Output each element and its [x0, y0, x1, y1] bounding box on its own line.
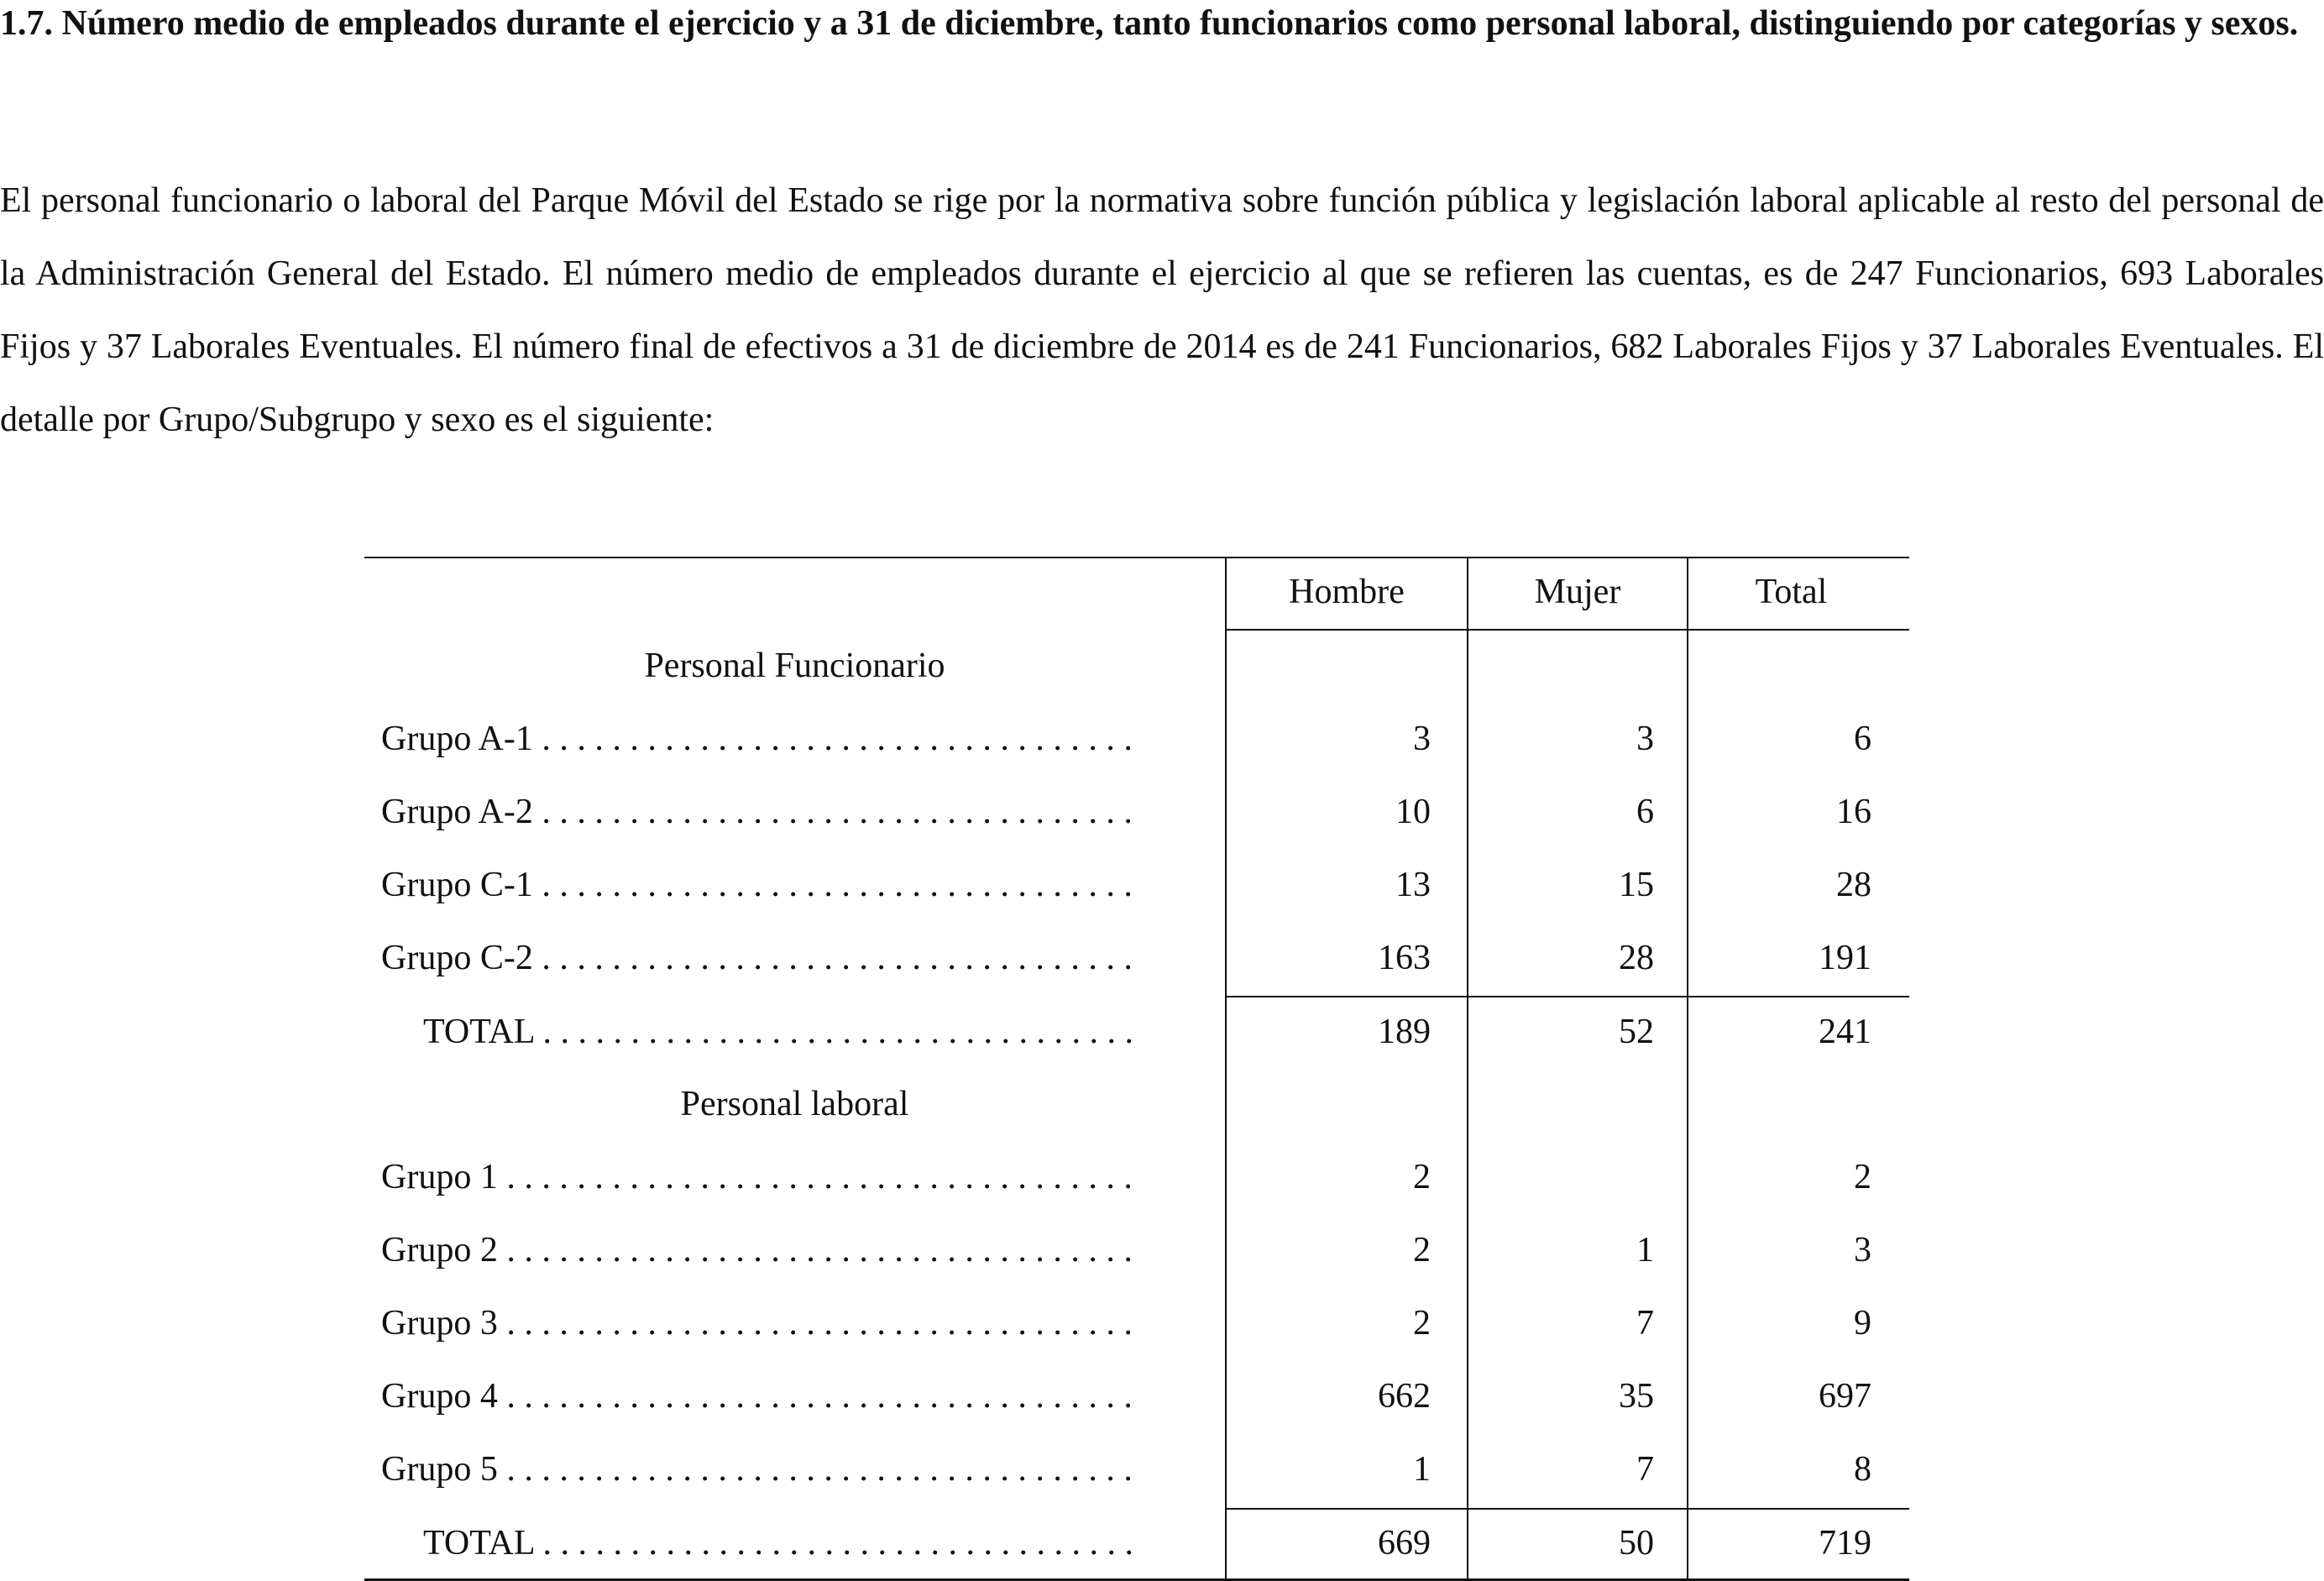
laboral-total-rule [1225, 1508, 1909, 1510]
cell-total: 2 [1854, 1158, 1871, 1196]
header-bottom-rule [1225, 629, 1909, 631]
cell-hombre: 2 [1413, 1231, 1431, 1270]
cell-mujer: 7 [1636, 1450, 1654, 1489]
body-paragraph: El personal funcionario o laboral del Parque Móvil del Estado se rige por la normativa sobre función pública y legislación laboral aplicable al resto del personal de la Administración General del Estado. El número medio de empleados durante el ejercicio al que se refieren las cuentas, es de 247 Funcionarios, 693 Laborales Fijos y 37 Laborales Eventuales. El número final de efectivos a 31 de diciembre de 2014 es de 241 Funcionarios, 682 Laborales Fijos y 37 Laborales Eventuales. El detalle por Grupo/Subgrupo y sexo es el siguiente: [0, 181, 2324, 439]
row-label: Grupo C-1 . . . [381, 866, 1137, 904]
cell-hombre: 2 [1413, 1158, 1431, 1196]
cell-hombre: 2 [1413, 1304, 1431, 1343]
cell-hombre: 10 [1395, 793, 1431, 831]
cell-hombre: 189 [1378, 1013, 1431, 1051]
total-label: TOTAL . . . [423, 1524, 1137, 1563]
cell-hombre: 163 [1378, 939, 1431, 977]
row-label: Grupo 5 . . . [381, 1450, 1137, 1489]
cell-total: 241 [1819, 1013, 1871, 1051]
header-hombre: Hombre [1289, 573, 1405, 611]
row-label: Grupo C-2 . . . [381, 939, 1137, 977]
cell-mujer: 28 [1619, 939, 1654, 977]
cell-mujer [1471, 1152, 1654, 1202]
cell-total: 3 [1854, 1231, 1871, 1270]
row-label: Grupo 2 . . . [381, 1231, 1137, 1270]
row-label: Grupo 1 . . . [381, 1158, 1137, 1196]
cell-total: 697 [1819, 1377, 1871, 1416]
funcionario-total-rule [1225, 996, 1909, 997]
section-heading: 1.7. Número medio de empleados durante el ejercicio y a 31 de diciembre, tanto funcionarios como personal laboral, distinguiendo por categorías y sexos. [0, 4, 2299, 43]
total-label: TOTAL . . . [423, 1013, 1137, 1051]
cell-hombre: 3 [1413, 720, 1431, 758]
cell-hombre: 662 [1378, 1377, 1431, 1416]
cell-hombre: 669 [1378, 1524, 1431, 1563]
cell-total: 719 [1819, 1524, 1871, 1563]
column-divider [1467, 557, 1468, 1581]
cell-mujer: 52 [1619, 1013, 1654, 1051]
header-mujer: Mujer [1534, 573, 1621, 611]
cell-mujer: 3 [1636, 720, 1654, 758]
cell-mujer: 15 [1619, 866, 1654, 904]
cell-total: 28 [1836, 866, 1871, 904]
row-label: Grupo 3 . . . [381, 1304, 1137, 1343]
row-label: Grupo 4 . . . [381, 1377, 1137, 1416]
table-top-rule [364, 557, 1909, 558]
cell-total: 8 [1854, 1450, 1871, 1489]
employees-table [364, 557, 1909, 1581]
cell-total: 6 [1854, 720, 1871, 758]
cell-hombre: 13 [1395, 866, 1431, 904]
section-title-laboral: Personal laboral [680, 1085, 909, 1123]
cell-total: 16 [1836, 793, 1871, 831]
cell-mujer: 7 [1636, 1304, 1654, 1343]
section-title-funcionario: Personal Funcionario [644, 647, 945, 685]
cell-total: 191 [1819, 939, 1871, 977]
cell-mujer: 35 [1619, 1377, 1654, 1416]
cell-mujer: 50 [1619, 1524, 1654, 1563]
header-total: Total [1755, 573, 1828, 611]
row-label: Grupo A-2 . . . [381, 793, 1137, 831]
row-label: Grupo A-1 . . . [381, 720, 1137, 758]
column-divider [1687, 557, 1688, 1581]
cell-total: 9 [1854, 1304, 1871, 1343]
cell-mujer: 6 [1636, 793, 1654, 831]
column-divider [1225, 557, 1227, 1581]
cell-mujer: 1 [1636, 1231, 1654, 1270]
cell-hombre: 1 [1413, 1450, 1431, 1489]
